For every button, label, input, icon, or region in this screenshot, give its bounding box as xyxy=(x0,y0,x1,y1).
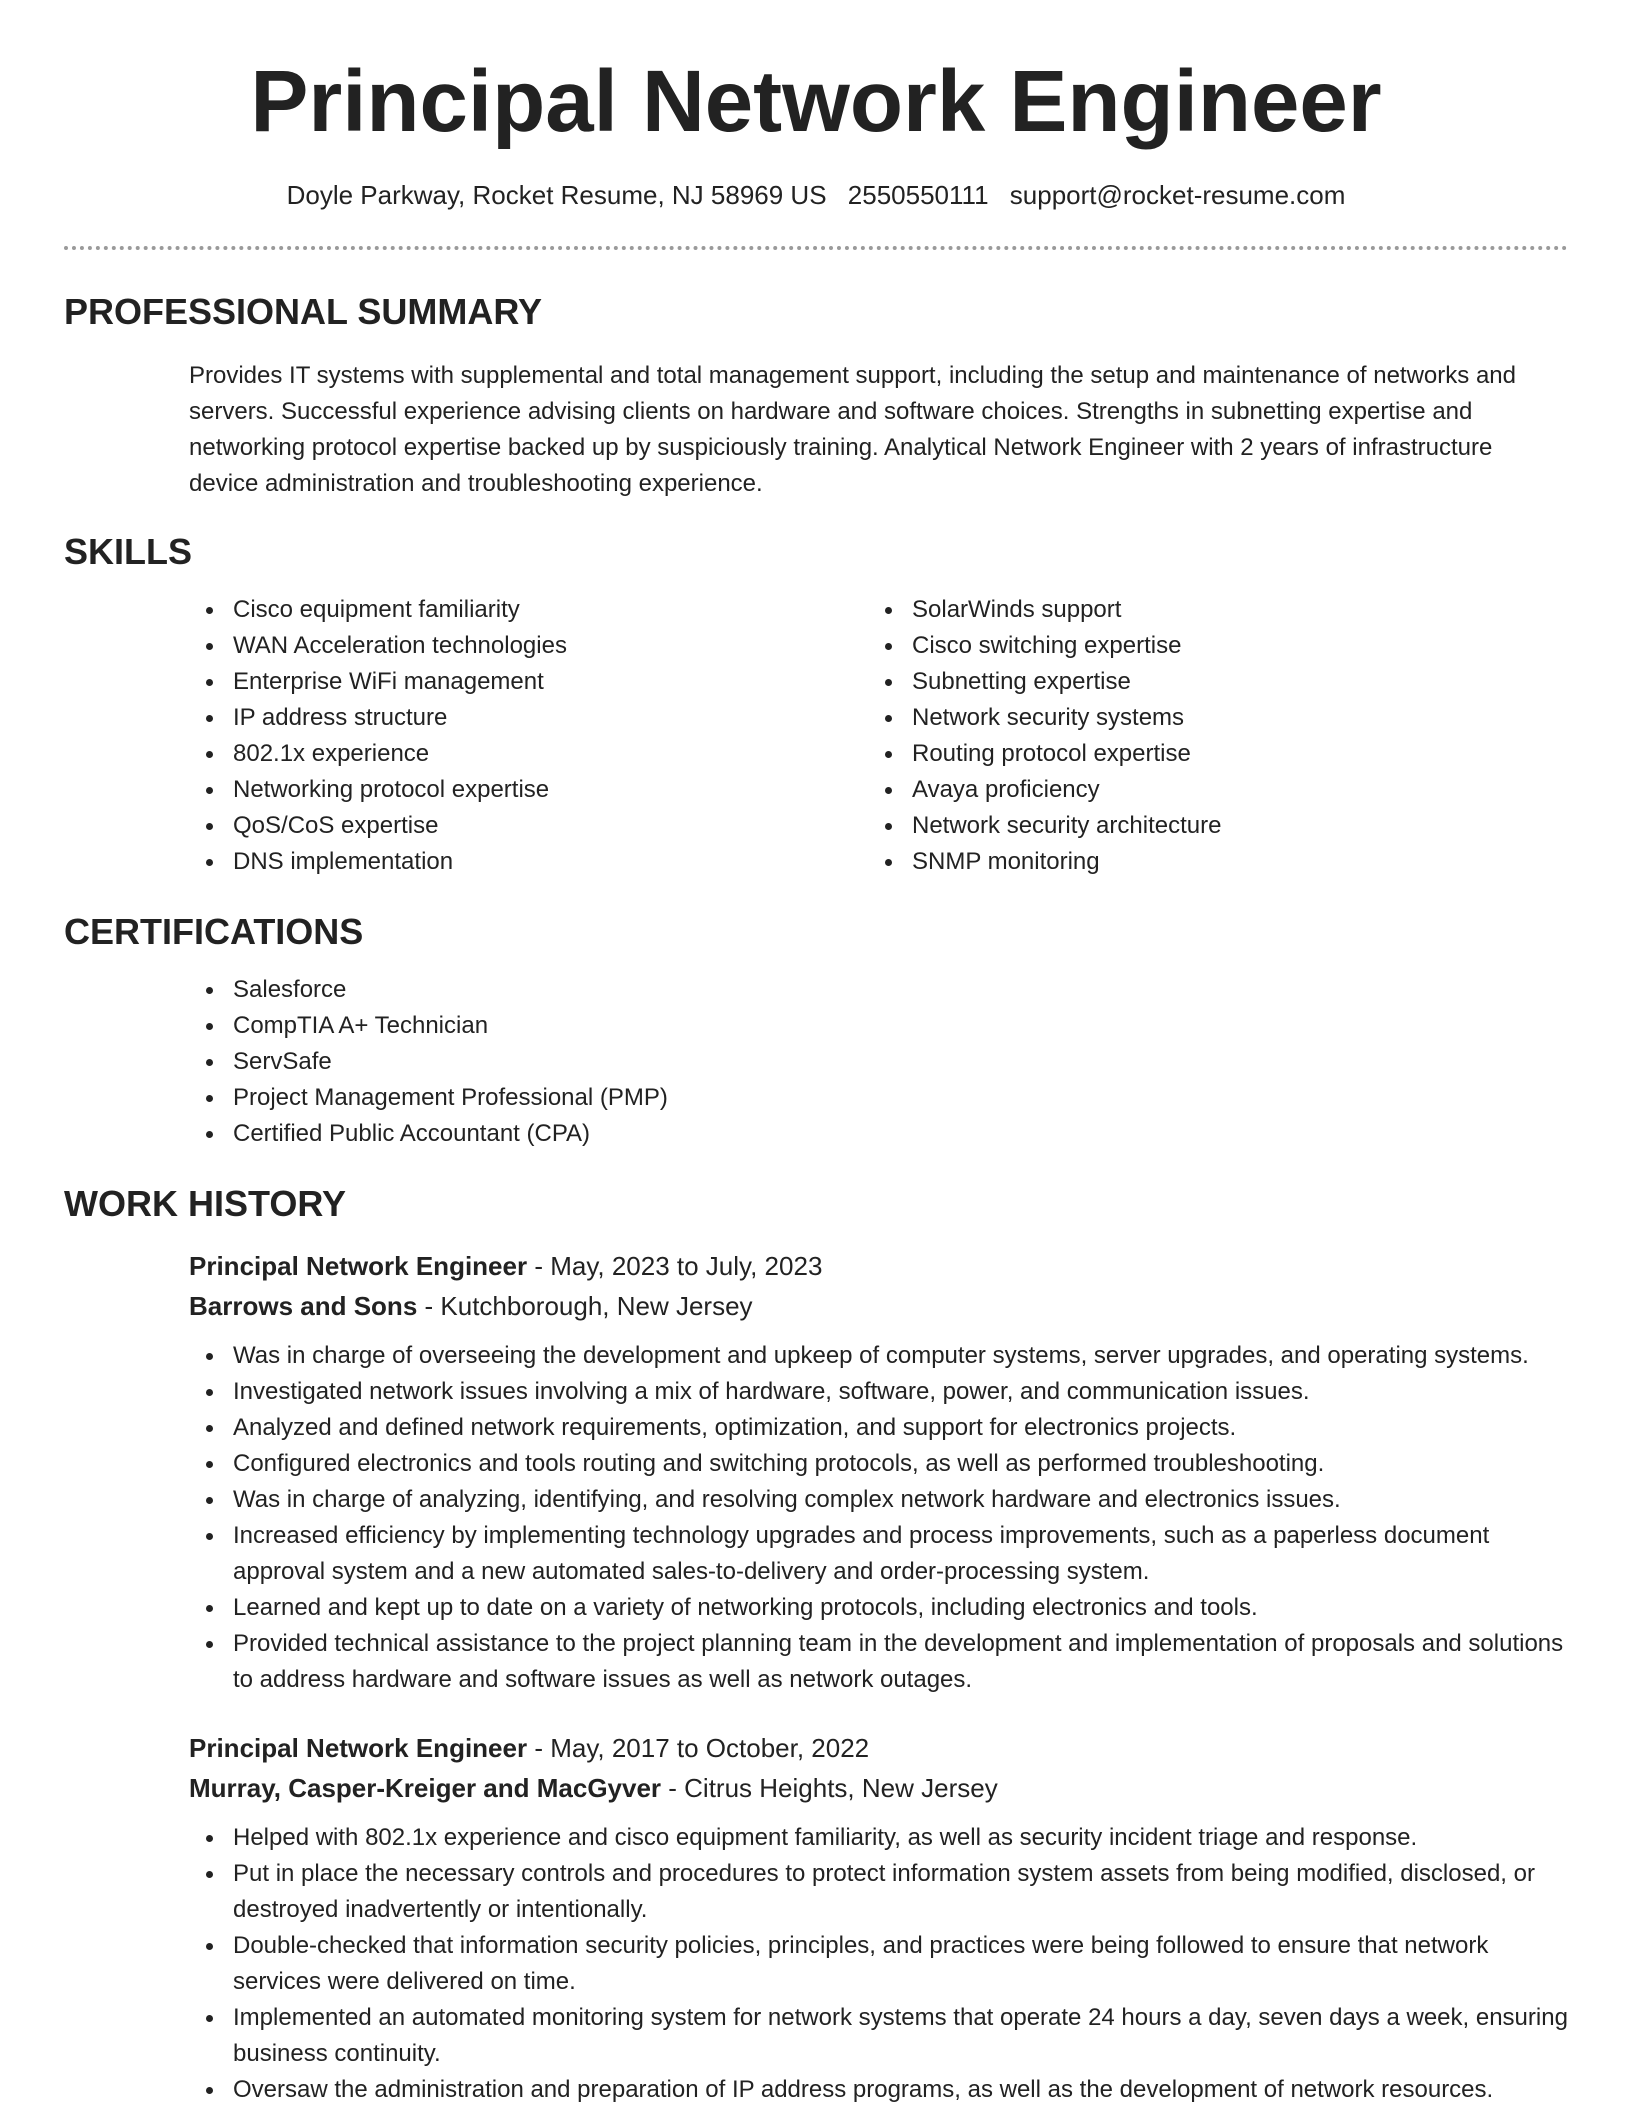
job-entry xyxy=(189,1246,1572,1698)
skill-item: Routing protocol expertise xyxy=(868,736,1547,772)
skill-item: Network security systems xyxy=(868,700,1547,736)
job-duty: Increased efficiency by implementing technology upgrades and process improvements, such as a paperless document approval system and a new automated sales-to-delivery and order-processing system. xyxy=(189,1518,1572,1590)
job-duty: Put in place the necessary controls and procedures to protect information system assets from being modified, disclosed, or destroyed inadvertently or intentionally. xyxy=(189,1856,1572,1928)
job-duty: Helped with 802.1x experience and cisco equipment familiarity, as well as security incident triage and response. xyxy=(189,1820,1572,1856)
job-company: Murray, Casper-Kreiger and MacGyver xyxy=(189,1773,662,1803)
job-duties-list xyxy=(189,1338,1572,1698)
skills-section xyxy=(0,530,1632,880)
job-title-line xyxy=(189,1246,1572,1286)
resume-title: Principal Network Engineer xyxy=(250,53,1382,150)
skills-left-list xyxy=(189,592,868,880)
certifications-heading: CERTIFICATIONS xyxy=(64,911,364,952)
job-company: Barrows and Sons xyxy=(189,1291,418,1321)
certification-item: Salesforce xyxy=(189,972,1632,1008)
certifications-list xyxy=(189,972,1632,1152)
job-dates: - May, 2023 to July, 2023 xyxy=(527,1251,823,1281)
resume-header xyxy=(0,0,1632,212)
job-duties-list xyxy=(189,1820,1572,2108)
skill-item: SNMP monitoring xyxy=(868,844,1547,880)
work-history-heading: WORK HISTORY xyxy=(64,1183,347,1224)
contact-line xyxy=(0,178,1632,212)
job-duty: Implemented an automated monitoring system for network systems that operate 24 hours a day, seven days a week, ensuring business continuity. xyxy=(189,2000,1572,2072)
header-divider xyxy=(64,246,1568,250)
certification-item: ServSafe xyxy=(189,1044,1632,1080)
job-duty: Configured electronics and tools routing and switching protocols, as well as performed troubleshooting. xyxy=(189,1446,1572,1482)
contact-address: Doyle Parkway, Rocket Resume, NJ 58969 US xyxy=(286,180,827,210)
summary-text: Provides IT systems with supplemental and total management support, including the setup and maintenance of networks and servers. Successful experience advising clients on hardware and software choices. Strengths in subnetting expertise and networking protocol expertise backed up by suspiciously training. Analytical Network Engineer with 2 years of infrastructure device administration and troubleshooting experience. xyxy=(189,362,1516,497)
job-location: - Kutchborough, New Jersey xyxy=(417,1291,753,1321)
skill-item: Enterprise WiFi management xyxy=(189,664,868,700)
job-duty: Provided technical assistance to the project planning team in the development and implementation of proposals and solutions to address hardware and software issues as well as network outages. xyxy=(189,1626,1572,1698)
certification-item: Certified Public Accountant (CPA) xyxy=(189,1116,1632,1152)
contact-phone: 2550550111 xyxy=(847,180,989,210)
skill-item: QoS/CoS expertise xyxy=(189,808,868,844)
contact-email: support@rocket-resume.com xyxy=(1009,180,1346,210)
job-duty: Oversaw the administration and preparation of IP address programs, as well as the development of network resources. xyxy=(189,2072,1572,2108)
job-location: - Citrus Heights, New Jersey xyxy=(661,1773,998,1803)
job-duty: Learned and kept up to date on a variety of networking protocols, including electronics and tools. xyxy=(189,1590,1572,1626)
skills-right-list xyxy=(868,592,1547,880)
skill-item: DNS implementation xyxy=(189,844,868,880)
job-duty: Was in charge of overseeing the development and upkeep of computer systems, server upgrades, and operating systems. xyxy=(189,1338,1572,1374)
job-duty: Double-checked that information security policies, principles, and practices were being followed to ensure that network services were delivered on time. xyxy=(189,1928,1572,2000)
job-dates: - May, 2017 to October, 2022 xyxy=(527,1733,870,1763)
skill-item: Cisco switching expertise xyxy=(868,628,1547,664)
certifications-section xyxy=(0,910,1632,1152)
job-title: Principal Network Engineer xyxy=(189,1251,528,1281)
job-title-line xyxy=(189,1728,1572,1768)
work-history-section xyxy=(0,1182,1632,2108)
skill-item: IP address structure xyxy=(189,700,868,736)
skill-item: Networking protocol expertise xyxy=(189,772,868,808)
certification-item: Project Management Professional (PMP) xyxy=(189,1080,1632,1116)
skill-item: Avaya proficiency xyxy=(868,772,1547,808)
skill-item: 802.1x experience xyxy=(189,736,868,772)
skill-item: Network security architecture xyxy=(868,808,1547,844)
job-duty: Investigated network issues involving a mix of hardware, software, power, and communication issues. xyxy=(189,1374,1572,1410)
job-company-line xyxy=(189,1286,1572,1326)
skill-item: Subnetting expertise xyxy=(868,664,1547,700)
job-company-line xyxy=(189,1768,1572,1808)
skill-item: SolarWinds support xyxy=(868,592,1547,628)
summary-section xyxy=(0,290,1632,502)
skill-item: WAN Acceleration technologies xyxy=(189,628,868,664)
skills-heading: SKILLS xyxy=(64,531,193,572)
skills-columns xyxy=(189,592,1632,880)
job-duty: Analyzed and defined network requirements, optimization, and support for electronics projects. xyxy=(189,1410,1572,1446)
certification-item: CompTIA A+ Technician xyxy=(189,1008,1632,1044)
summary-heading: PROFESSIONAL SUMMARY xyxy=(64,291,543,332)
job-entry xyxy=(189,1728,1572,2108)
skill-item: Cisco equipment familiarity xyxy=(189,592,868,628)
job-duty: Was in charge of analyzing, identifying, and resolving complex network hardware and electronics issues. xyxy=(189,1482,1572,1518)
job-title: Principal Network Engineer xyxy=(189,1733,528,1763)
